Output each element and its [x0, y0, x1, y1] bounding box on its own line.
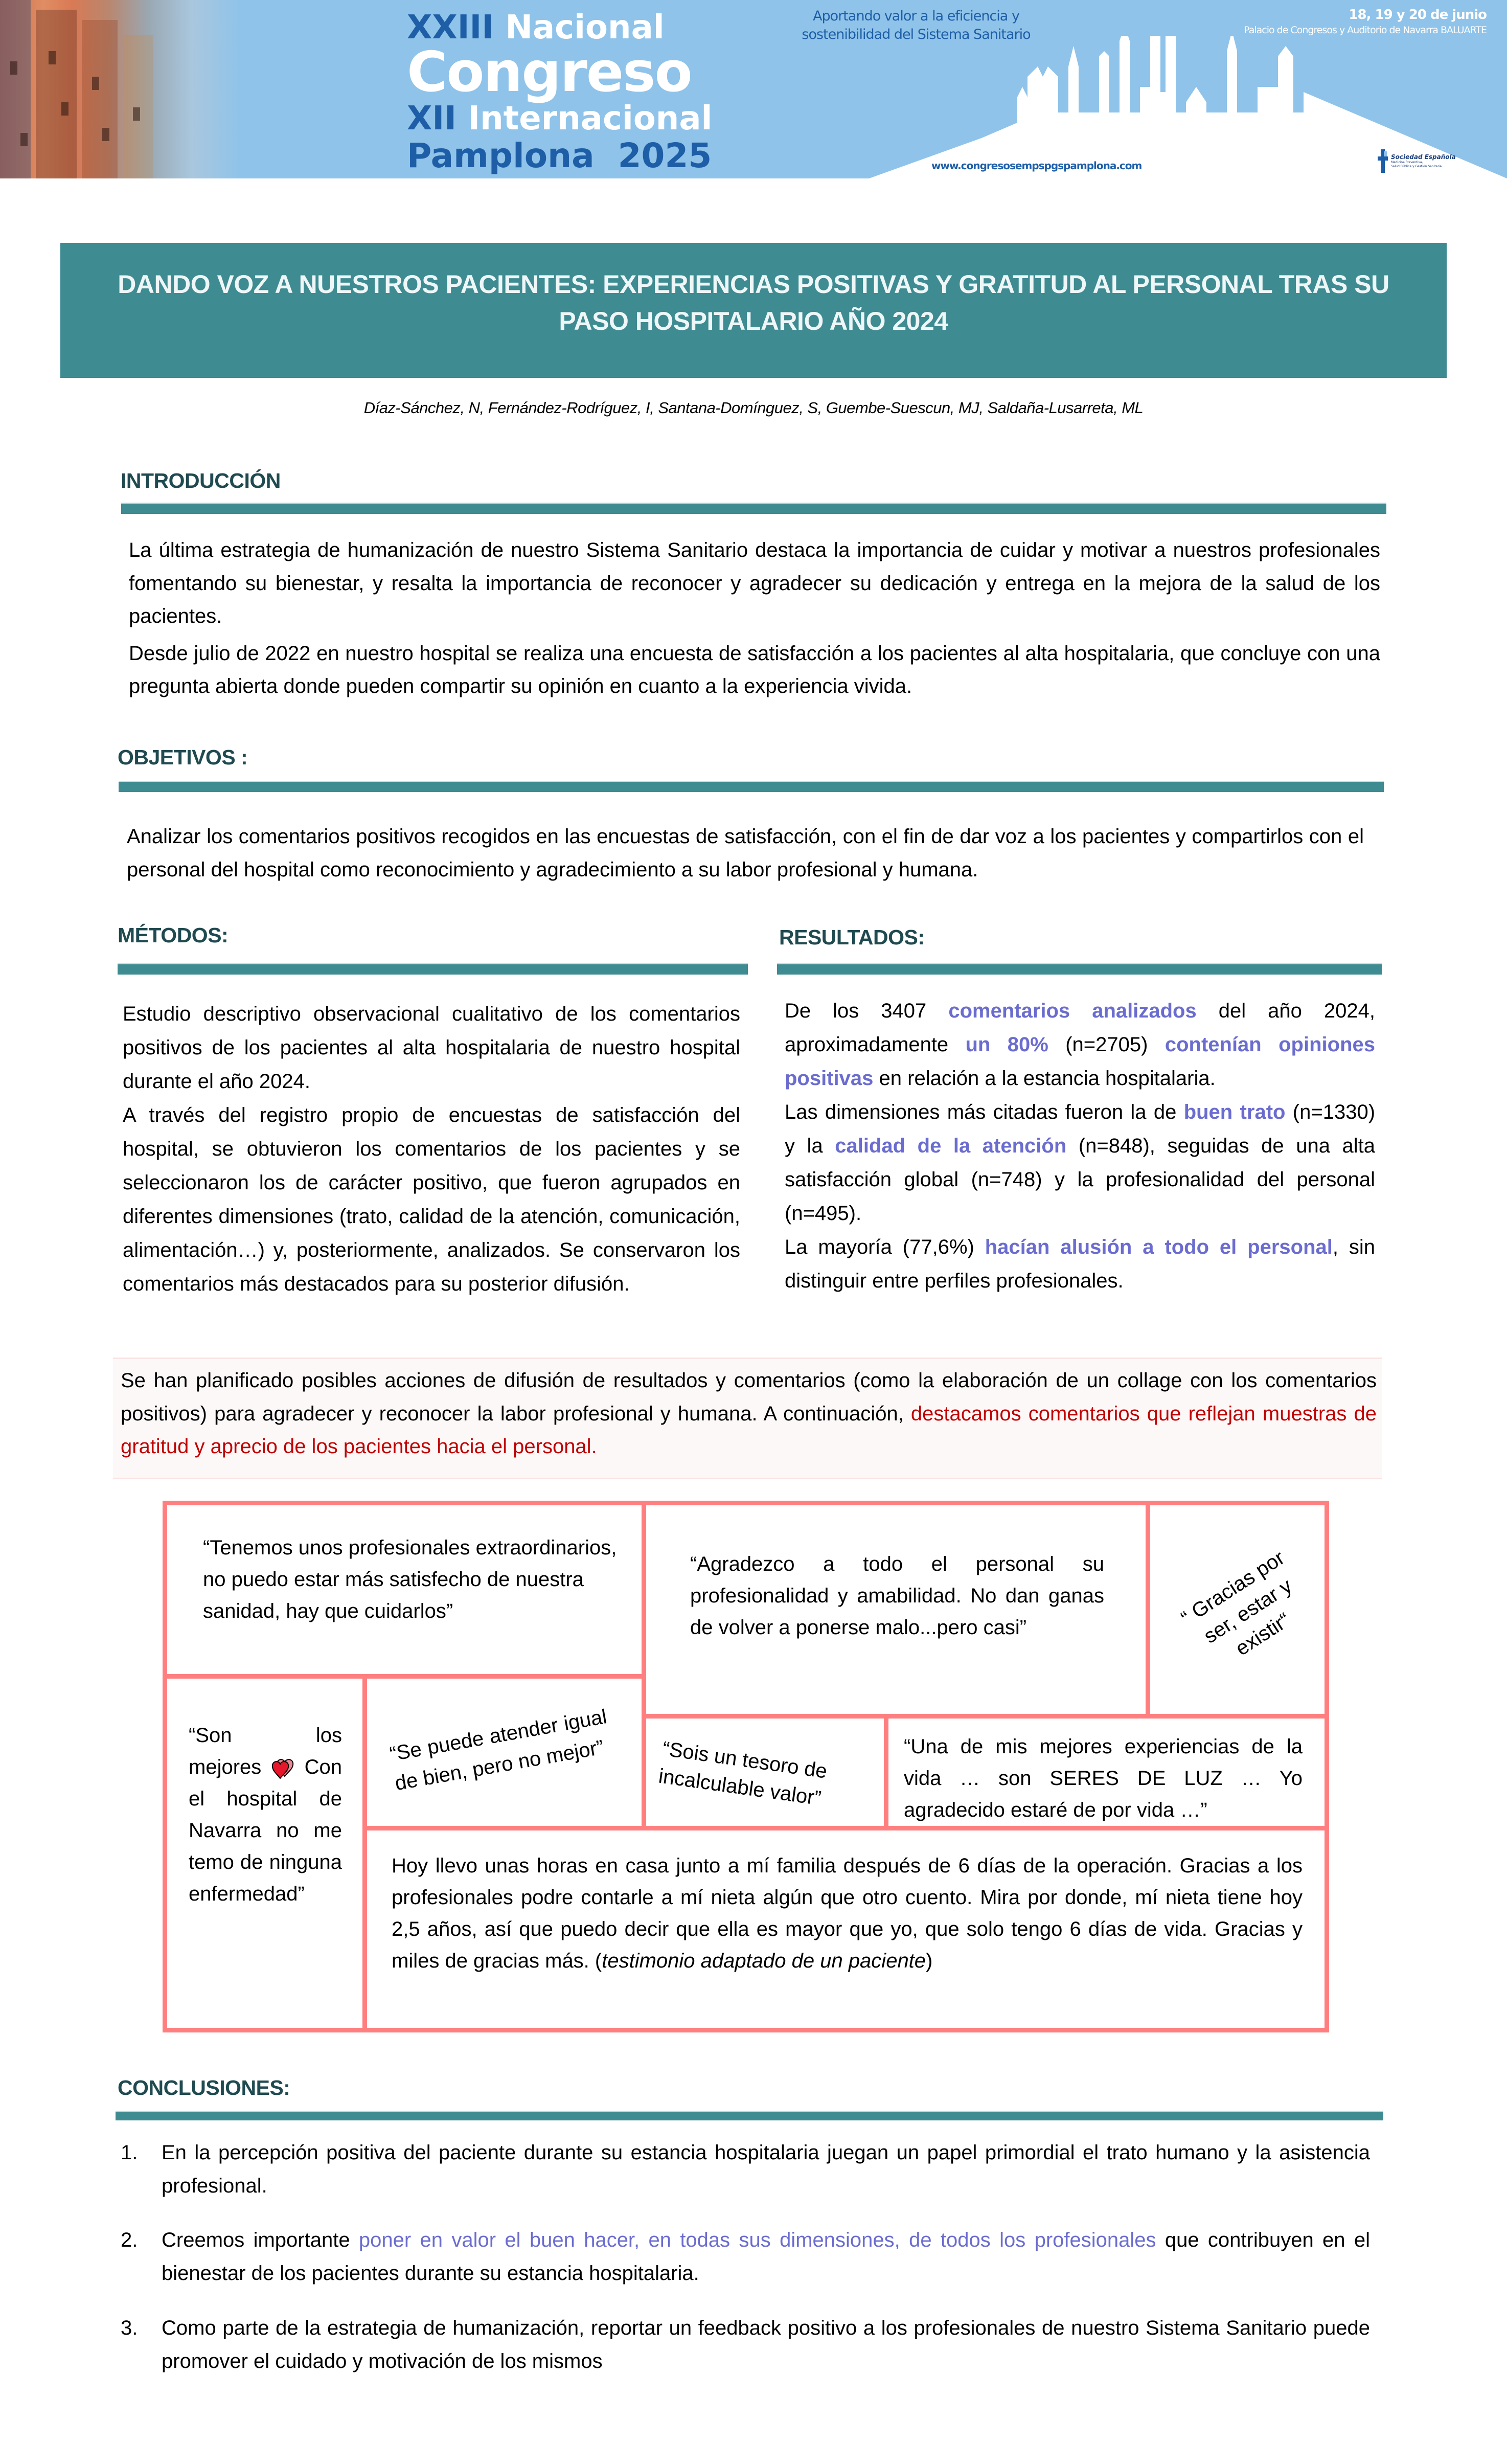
hearts-icon [270, 1756, 295, 1780]
quote-text-hoy-llevo [392, 1850, 1303, 1977]
text-run: en relación a la estancia hospitalaria. [873, 1067, 1216, 1090]
text-run: Hoy llevo unas horas en casa junto a mí familia después de 6 días de la operación. Gracias a los profesionales podre contarle a mí nieta algún que otro cuento. Mira por donde, mí nieta tiene hoy 2,5 años, así que puedo decir que ella es mayor que yo, que solo tengo 6 días de vida. Gracias y miles de gracias más. ( [392, 1855, 1303, 1972]
conclusion-item-3 [121, 2312, 1370, 2378]
congress-dates: 18, 19 y 20 de junio [1349, 7, 1487, 22]
conclusion-number: 2. [121, 2229, 138, 2251]
congress-city-year: Pamplona 2025 [407, 136, 712, 175]
patient-quotes-collage [163, 1501, 1329, 2032]
quote-text-sois: “Sois un tesoro de incalculable valor” [657, 1737, 829, 1810]
difusion-text [113, 1359, 1382, 1463]
text-run: , sin distinguir entre perfiles profesionales. [785, 1236, 1375, 1292]
congress-title [407, 9, 712, 173]
resultados-paragraph-2 [785, 1095, 1375, 1230]
quote-text-una-de-mis: “Una de mis mejores experiencias de la vida … son SERES DE LUZ … Yo agradecido estaré de por vida …” [904, 1735, 1303, 1821]
congress-venue: Palacio de Congresos y Auditorio de Navarra BALUARTE [1244, 25, 1487, 36]
poster-authors: Díaz-Sánchez, N, Fernández-Rodríguez, I, Santana-Domínguez, S, Guembe-Suescun, MJ, Saldaña-Lusarreta, ML [363, 399, 1144, 417]
testimony-note: testimonio adaptado de un paciente [602, 1950, 926, 1972]
highlight-un-80: un 80% [965, 1033, 1048, 1056]
congress-word: Congreso [407, 40, 692, 104]
quote-card [163, 1501, 646, 1679]
quote-text-son-part-b: Con el hospital de Navarra no me temo de ninguna enfermedad” [189, 1756, 342, 1905]
section-heading-conclusiones: CONCLUSIONES: [118, 2076, 290, 2099]
section-heading-introduccion: INTRODUCCIÓN [121, 469, 281, 492]
congress-national-label: Nacional [505, 9, 665, 47]
conclusion-text [162, 2224, 1370, 2290]
congress-banner [0, 0, 1507, 178]
quote-card [642, 1714, 888, 1830]
congress-international-label: Internacional [468, 100, 713, 138]
introduccion-text [129, 534, 1380, 703]
quote-text-son-part-a: “Son los mejores [189, 1724, 342, 1778]
resultados-paragraph-1 [785, 994, 1375, 1095]
difusion-paragraph [121, 1364, 1377, 1463]
society-subtitle-2: Salud Pública y Gestión Sanitaria [1391, 165, 1442, 168]
text-run: Se han planificado posibles acciones de difusión de resultados y comentarios (como la elaboración de un collage con los comentarios positivos) para agradecer y reconocer la labor profesional y humana. A continuación, [121, 1369, 1377, 1425]
conclusion-number: 3. [121, 2317, 138, 2339]
highlight-opiniones-positivas: contenían opiniones positivas [785, 1033, 1375, 1090]
congress-url-link[interactable]: www.congresosempspgspamplona.com [931, 160, 1142, 172]
quote-text-agradezco: “Agradezco a todo el personal su profesionalidad y amabilidad. No dan ganas de volver a ponerse malo...pero casi” [690, 1553, 1104, 1639]
quote-text-se-puede: “Se puede atender igual de bien, pero no mejor” [388, 1705, 609, 1795]
section-heading-objetivos: OBJETIVOS : [118, 745, 248, 769]
objetivos-text [127, 820, 1364, 886]
highlight-calidad-atencion: calidad de la atención [835, 1135, 1067, 1157]
congress-tagline [783, 7, 1049, 44]
quote-card [884, 1714, 1329, 1830]
conclusion-highlight: poner en valor el buen hacer, en todas sus dimensiones, de todos los profesionales [358, 2229, 1156, 2251]
conclusion-text: Como parte de la estrategia de humanización, reportar un feedback positivo a los profesionales de nuestro Sistema Sanitario puede promover el cuidado y motivación de los mismos [162, 2317, 1370, 2372]
conclusion-number: 1. [121, 2141, 138, 2164]
text-run: (n=848), seguidas de una alta satisfacción global (n=748) y la profesionalidad del personal (n=495). [785, 1135, 1375, 1225]
society-subtitle-1: Medicina Preventiva, [1391, 161, 1423, 164]
section-divider-metodos [118, 963, 748, 975]
text-run: (n=1330) y la [785, 1101, 1376, 1157]
quote-card [362, 1674, 646, 1830]
congress-dates-venue [1244, 7, 1487, 36]
conclusion-item-2 [121, 2224, 1370, 2290]
resultados-paragraph-3 [785, 1230, 1375, 1298]
city-street-photo [0, 0, 240, 178]
resultados-text [785, 994, 1375, 1298]
text-run: ) [926, 1950, 933, 1972]
section-heading-metodos: MÉTODOS: [118, 923, 229, 947]
quote-card [362, 1826, 1329, 2032]
highlight-buen-trato: buen trato [1183, 1101, 1286, 1123]
quote-card [1146, 1501, 1329, 1719]
poster-title-box [60, 243, 1447, 378]
text-run: Las dimensiones más citadas fueron la de [785, 1101, 1184, 1123]
highlight-todo-el-personal: hacían alusión a todo el personal [985, 1236, 1333, 1258]
tagline-line-2: sostenibilidad del Sistema Sanitario [802, 27, 1031, 42]
conclusion-item-1 [121, 2136, 1370, 2202]
highlight-comentarios-analizados: comentarios analizados [948, 1000, 1197, 1022]
introduccion-paragraph-1: La última estrategia de humanización de nuestro Sistema Sanitario destaca la importancia de cuidar y motivar a nuestros profesionales fomentando su bienestar, y resalta la importancia de reconocer y agradecer su dedicación y entrega en la mejora de la salud de los pacientes. [129, 539, 1380, 627]
text-run: del año 2024, aproximadamente [785, 1000, 1375, 1056]
text-run: que contribuyen en el bienestar de los pacientes durante su estancia hospitalaria. [162, 2229, 1370, 2285]
section-divider-resultados [777, 963, 1382, 975]
section-divider-conclusiones [116, 2111, 1383, 2120]
conclusion-text: En la percepción positiva del paciente durante su estancia hospitalaria juegan un papel primordial el trato humano y la asistencia profesional. [162, 2141, 1370, 2197]
quote-card [163, 1674, 367, 2032]
quote-text-gracias: “ Gracias por ser, estar y existir“ [1177, 1546, 1296, 1660]
metodos-paragraph-1: Estudio descriptivo observacional cualitativo de los comentarios positivos de los pacientes al alta hospitalaria de nuestro hospital durante el año 2024. [123, 1003, 740, 1093]
quote-card [642, 1501, 1150, 1719]
quote-text-tenemos: “Tenemos unos profesionales extraordinarios, no puedo estar más satisfecho de nuestra sanidad, hay que cuidarlos” [203, 1536, 617, 1622]
section-divider-objetivos [119, 781, 1384, 792]
metodos-text [123, 997, 740, 1301]
congress-edition-national: XXIII [407, 9, 494, 47]
society-cross-icon [1378, 149, 1388, 173]
tagline-line-1: Aportando valor a la eficiencia y [813, 8, 1019, 24]
quote-text-son-los-mejores [189, 1720, 342, 1910]
congress-edition-international: XII [407, 100, 456, 138]
section-heading-resultados: RESULTADOS: [779, 925, 925, 949]
society-name: Sociedad Española [1391, 153, 1456, 161]
difusion-panel [113, 1358, 1382, 1479]
text-run: Creemos importante [162, 2229, 359, 2251]
text-run: De los 3407 [785, 1000, 949, 1022]
metodos-paragraph-2: A través del registro propio de encuestas de satisfacción del hospital, se obtuvieron los comentarios de los pacientes y se seleccionaron los de carácter positivo, que fueron agrupados en diferentes dimensiones (trato, calidad de la atención, comunicación, alimentación…) y, posteriormente, analizados. Se conservaron los comentarios más destacados para su posterior difusión. [123, 1104, 740, 1295]
objetivos-paragraph: Analizar los comentarios positivos recogidos en las encuestas de satisfacción, con el fin de dar voz a los pacientes y compartirlos con el personal del hospital como reconocimiento y agradecimiento a su labor profesional y humana. [127, 825, 1364, 881]
poster-title: DANDO VOZ A NUESTROS PACIENTES: EXPERIENCIAS POSITIVAS Y GRATITUD AL PERSONAL TRAS SU PASO HOSPITALARIO AÑO 2024 [118, 270, 1389, 335]
introduccion-paragraph-2: Desde julio de 2022 en nuestro hospital se realiza una encuesta de satisfacción a los pacientes al alta hospitalaria, que concluye con una pregunta abierta donde pueden compartir su opinión en cuanto a la experiencia vivida. [129, 642, 1380, 697]
society-logo [1378, 149, 1456, 173]
difusion-highlight-red: destacamos comentarios que reflejan muestras de gratitud y aprecio de los pacientes hacia el personal. [121, 1402, 1377, 1458]
text-run: La mayoría (77,6%) [785, 1236, 985, 1258]
section-divider-introduccion [121, 503, 1386, 514]
text-run: (n=2705) [1048, 1033, 1165, 1056]
